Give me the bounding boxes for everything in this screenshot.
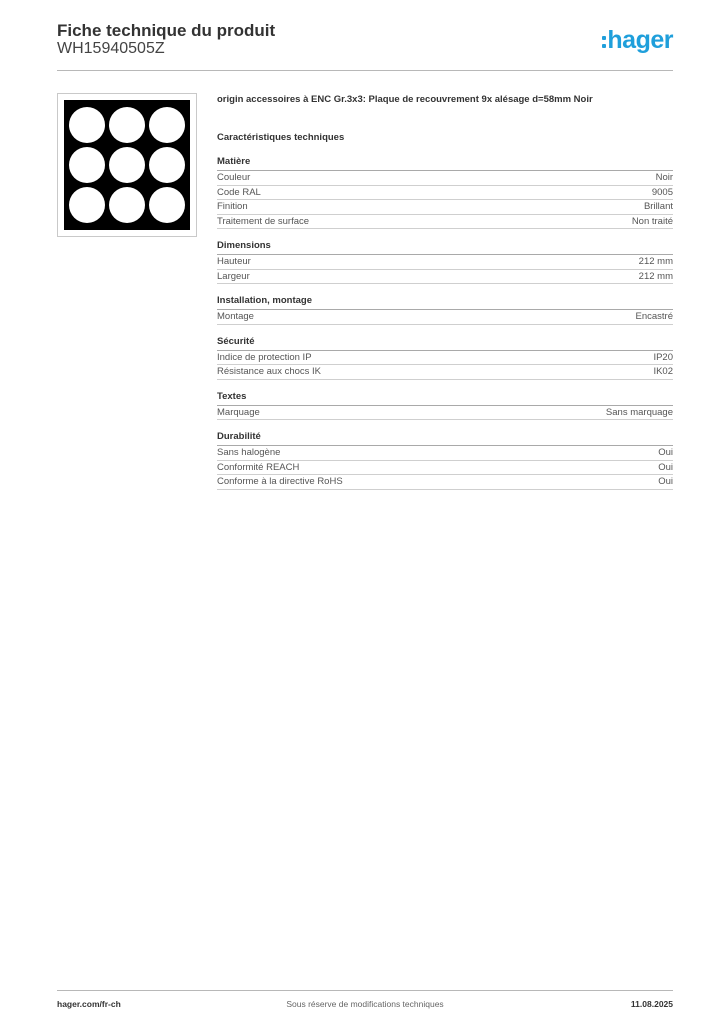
spec-value: Oui — [658, 461, 673, 473]
spec-value: Brillant — [643, 201, 673, 212]
spec-label: Indice de protection IP — [217, 351, 312, 363]
spec-label: Marquage — [217, 406, 260, 418]
spec-value: IK02 — [653, 366, 673, 377]
spec-label: Conformité REACH — [217, 461, 300, 473]
spec-row — [217, 200, 673, 215]
section-title: Dimensions — [217, 239, 673, 255]
spec-label: Conforme à la directive RoHS — [217, 476, 343, 487]
spec-value: IP20 — [653, 351, 673, 363]
spec-section — [217, 335, 673, 380]
page-title: Fiche technique du produit — [57, 21, 276, 40]
plate-hole — [149, 187, 185, 223]
spec-section — [217, 294, 673, 325]
footer-notice: Sous réserve de modifications techniques — [286, 999, 444, 1009]
spec-value: Encastré — [635, 311, 673, 322]
spec-row — [217, 461, 673, 476]
spec-label: Hauteur — [217, 256, 251, 267]
spec-row — [217, 215, 673, 230]
logo-dots-icon — [602, 36, 606, 48]
spec-value: Oui — [658, 447, 673, 458]
plate-hole — [69, 187, 105, 223]
specs-title: Caractéristiques techniques — [217, 132, 345, 143]
spec-label: Traitement de surface — [217, 215, 310, 227]
spec-label: Montage — [217, 311, 254, 322]
spec-section — [217, 155, 673, 229]
section-title: Matière — [217, 155, 673, 171]
spec-value: Non traité — [631, 215, 673, 227]
spec-section — [217, 430, 673, 490]
plate-hole — [149, 147, 185, 183]
page-footer — [57, 990, 673, 1015]
footer-website[interactable]: hager.com/fr-ch — [57, 999, 121, 1009]
spec-label: Sans halogène — [217, 447, 281, 458]
spec-row — [217, 446, 673, 461]
cover-plate-9-holes-icon — [64, 100, 190, 230]
spec-row — [217, 186, 673, 201]
spec-section — [217, 239, 673, 284]
plate-hole — [109, 147, 145, 183]
spec-label: Résistance aux chocs IK — [217, 366, 322, 377]
spec-sections — [217, 155, 673, 490]
spec-row — [217, 171, 673, 186]
spec-row — [217, 270, 673, 285]
plate-hole — [109, 107, 145, 143]
section-title: Textes — [217, 390, 673, 406]
section-title: Sécurité — [217, 335, 673, 351]
spec-value: Sans marquage — [605, 406, 673, 418]
logo-text: hager — [607, 25, 673, 54]
spec-value: 212 mm — [638, 256, 673, 267]
spec-label: Finition — [217, 201, 248, 212]
spec-row — [217, 365, 673, 380]
spec-row — [217, 475, 673, 490]
footer-date: 11.08.2025 — [630, 999, 673, 1009]
spec-value: 9005 — [651, 186, 673, 198]
spec-section — [217, 390, 673, 421]
section-title: Durabilité — [217, 430, 673, 446]
plate-hole — [109, 187, 145, 223]
spec-row — [217, 310, 673, 325]
spec-value: 212 mm — [638, 270, 673, 282]
hager-logo — [602, 26, 673, 54]
page-header — [57, 20, 673, 71]
spec-row — [217, 255, 673, 270]
spec-value: Noir — [655, 172, 673, 183]
product-code: WH15940505Z — [57, 40, 165, 57]
plate-hole — [149, 107, 185, 143]
spec-row — [217, 351, 673, 366]
spec-row — [217, 406, 673, 421]
product-description: origin accessoires à ENC Gr.3x3: Plaque de recouvrement 9x alésage d=58mm Noir — [217, 94, 593, 105]
spec-label: Couleur — [217, 172, 251, 183]
spec-value: Oui — [658, 476, 673, 487]
spec-label: Code RAL — [217, 186, 261, 198]
product-details — [217, 93, 673, 490]
spec-label: Largeur — [217, 270, 250, 282]
product-image — [57, 93, 197, 237]
section-title: Installation, montage — [217, 294, 673, 310]
plate-hole — [69, 107, 105, 143]
plate-hole — [69, 147, 105, 183]
